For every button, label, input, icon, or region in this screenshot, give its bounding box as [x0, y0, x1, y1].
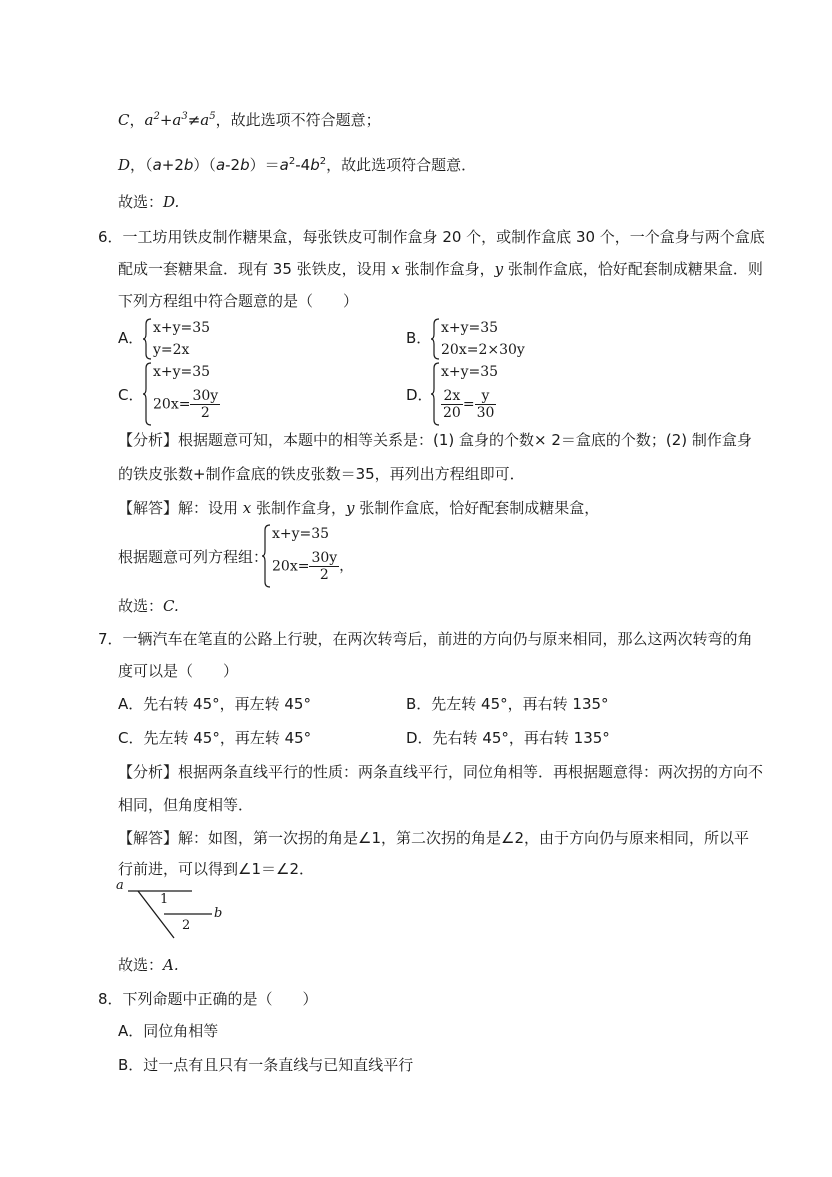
q6-analysis-line1: 【分析】根据题意可知，本题中的相等关系是：(1) 盒身的个数× 2＝盒底的个数；(2) 制作盒身	[118, 431, 752, 449]
q6-option-d-label: D．	[406, 386, 433, 404]
angle-2-label: 2	[182, 918, 191, 933]
q7-option-a: A．先右转 45°，再左转 45°	[118, 695, 311, 713]
left-brace-icon	[431, 318, 441, 360]
q7-stem-line1: 7．一辆汽车在笔直的公路上行驶，在两次转弯后，前进的方向仍与原来相同，那么这两次转弯的角	[98, 630, 753, 648]
q8-option-a: A．同位角相等	[118, 1022, 219, 1040]
left-brace-icon	[262, 524, 272, 588]
math-expression: $a^2+a^3\ne a^5$	[144, 111, 216, 129]
q6-answer-system	[262, 524, 382, 588]
q7-option-b: B．先左转 45°，再右转 135°	[406, 695, 609, 713]
answer-value: C.	[163, 597, 179, 615]
solution-d-line: D，$(a+2b)(a-2b)=a^2-4b^2$，故此选项符合题意．	[118, 156, 477, 174]
q6-answer-line1: 【解答】解：设用 x 张制作盒身，y 张制作盒底，恰好配套制成糖果盒，	[118, 499, 600, 517]
line-b-label: b	[214, 906, 223, 921]
q6-option-a-label: A．	[118, 329, 144, 347]
equation: x+y=35	[153, 320, 211, 336]
equation: 20x=2×30y	[441, 342, 525, 358]
solution-c-line: C，$a^2+a^3\ne a^5$，故此选项不符合题意；	[118, 111, 381, 129]
q8-option-b: B．过一点有且只有一条直线与已知直线平行	[118, 1056, 414, 1074]
option-letter: C	[118, 111, 130, 129]
equation: x+y=35	[441, 320, 499, 336]
left-brace-icon	[143, 318, 153, 360]
equation: x+y=35	[272, 526, 330, 542]
q7-answer-line1: 【解答】解：如图，第一次拐的角是∠1，第二次拐的角是∠2，由于方向仍与原来相同，所以平	[118, 829, 749, 847]
equation: $\frac{2x}{20}$ = $\frac{y}{30}$	[443, 388, 495, 421]
q6-option-c-system	[143, 362, 263, 426]
line-a-label: a	[116, 878, 124, 893]
equation: 20x= $\frac{30y}{2}$	[153, 388, 219, 421]
equation: y=2x	[153, 342, 190, 358]
q6-stem-line2: 配成一套糖果盒．现有 35 张铁皮，设用 x 张制作盒身，y 张制作盒底，恰好配套制成糖果盒．则	[118, 260, 763, 278]
q6-answer-line2: 根据题意可列方程组：	[118, 548, 269, 566]
left-brace-icon	[431, 362, 441, 426]
equation: 20x= $\frac{30y}{2}$ ，	[272, 550, 354, 583]
q7-parallel-lines-figure	[112, 878, 232, 942]
q7-option-c: C．先左转 45°，再左转 45°	[118, 729, 312, 747]
q7-option-d: D．先右转 45°，再右转 135°	[406, 729, 610, 747]
q8-stem: 8．下列命题中正确的是（ ）	[98, 990, 318, 1008]
q6-analysis-line2: 的铁皮张数+制作盒底的铁皮张数＝35，再列出方程组即可．	[118, 465, 525, 483]
q6-stem-line3: 下列方程组中符合题意的是（ ）	[118, 292, 359, 310]
answer-value: D.	[163, 193, 180, 211]
q6-stem-line1: 6．一工坊用铁皮制作糖果盒，每张铁皮可制作盒身 20 个，或制作盒底 30 个，一个盒身与两个盒底	[98, 228, 765, 246]
answer-line: 故选：D.	[118, 193, 180, 211]
q7-stem-line2: 度可以是（ ）	[118, 662, 239, 680]
q6-option-a-system	[143, 318, 263, 360]
left-brace-icon	[143, 362, 153, 426]
solution-text: ，故此选项符合题意．	[326, 156, 477, 174]
q6-answer-choice: 故选：C.	[118, 597, 179, 615]
option-letter: D	[118, 156, 131, 174]
q6-option-d-system	[431, 362, 551, 426]
fraction: $\frac{30y}{2}$	[192, 388, 219, 421]
q7-answer-choice: 故选：A.	[118, 956, 179, 974]
equation: x+y=35	[441, 364, 499, 380]
math-expression: $(a+2b)(a-2b)=a^2-4b^2$	[145, 156, 327, 174]
fraction: $\frac{30y}{2}$	[311, 550, 338, 583]
angle-1-label: 1	[160, 892, 169, 907]
q6-option-b-system	[431, 318, 571, 360]
q7-answer-line2: 行前进，可以得到∠1＝∠2．	[118, 860, 314, 878]
q6-option-c-label: C．	[118, 386, 144, 404]
solution-text: ，故此选项不符合题意；	[215, 111, 381, 129]
fraction: $\frac{2x}{20}$	[443, 388, 461, 421]
equation: x+y=35	[153, 364, 211, 380]
q6-option-b-label: B．	[406, 329, 432, 347]
fraction: $\frac{y}{30}$	[476, 388, 495, 421]
q7-analysis-line2: 相同，但角度相等．	[118, 796, 254, 814]
q7-analysis-line1: 【分析】根据两条直线平行的性质：两条直线平行，同位角相等．再根据题意得：两次拐的方向不	[118, 763, 764, 781]
answer-value: A.	[163, 956, 179, 974]
